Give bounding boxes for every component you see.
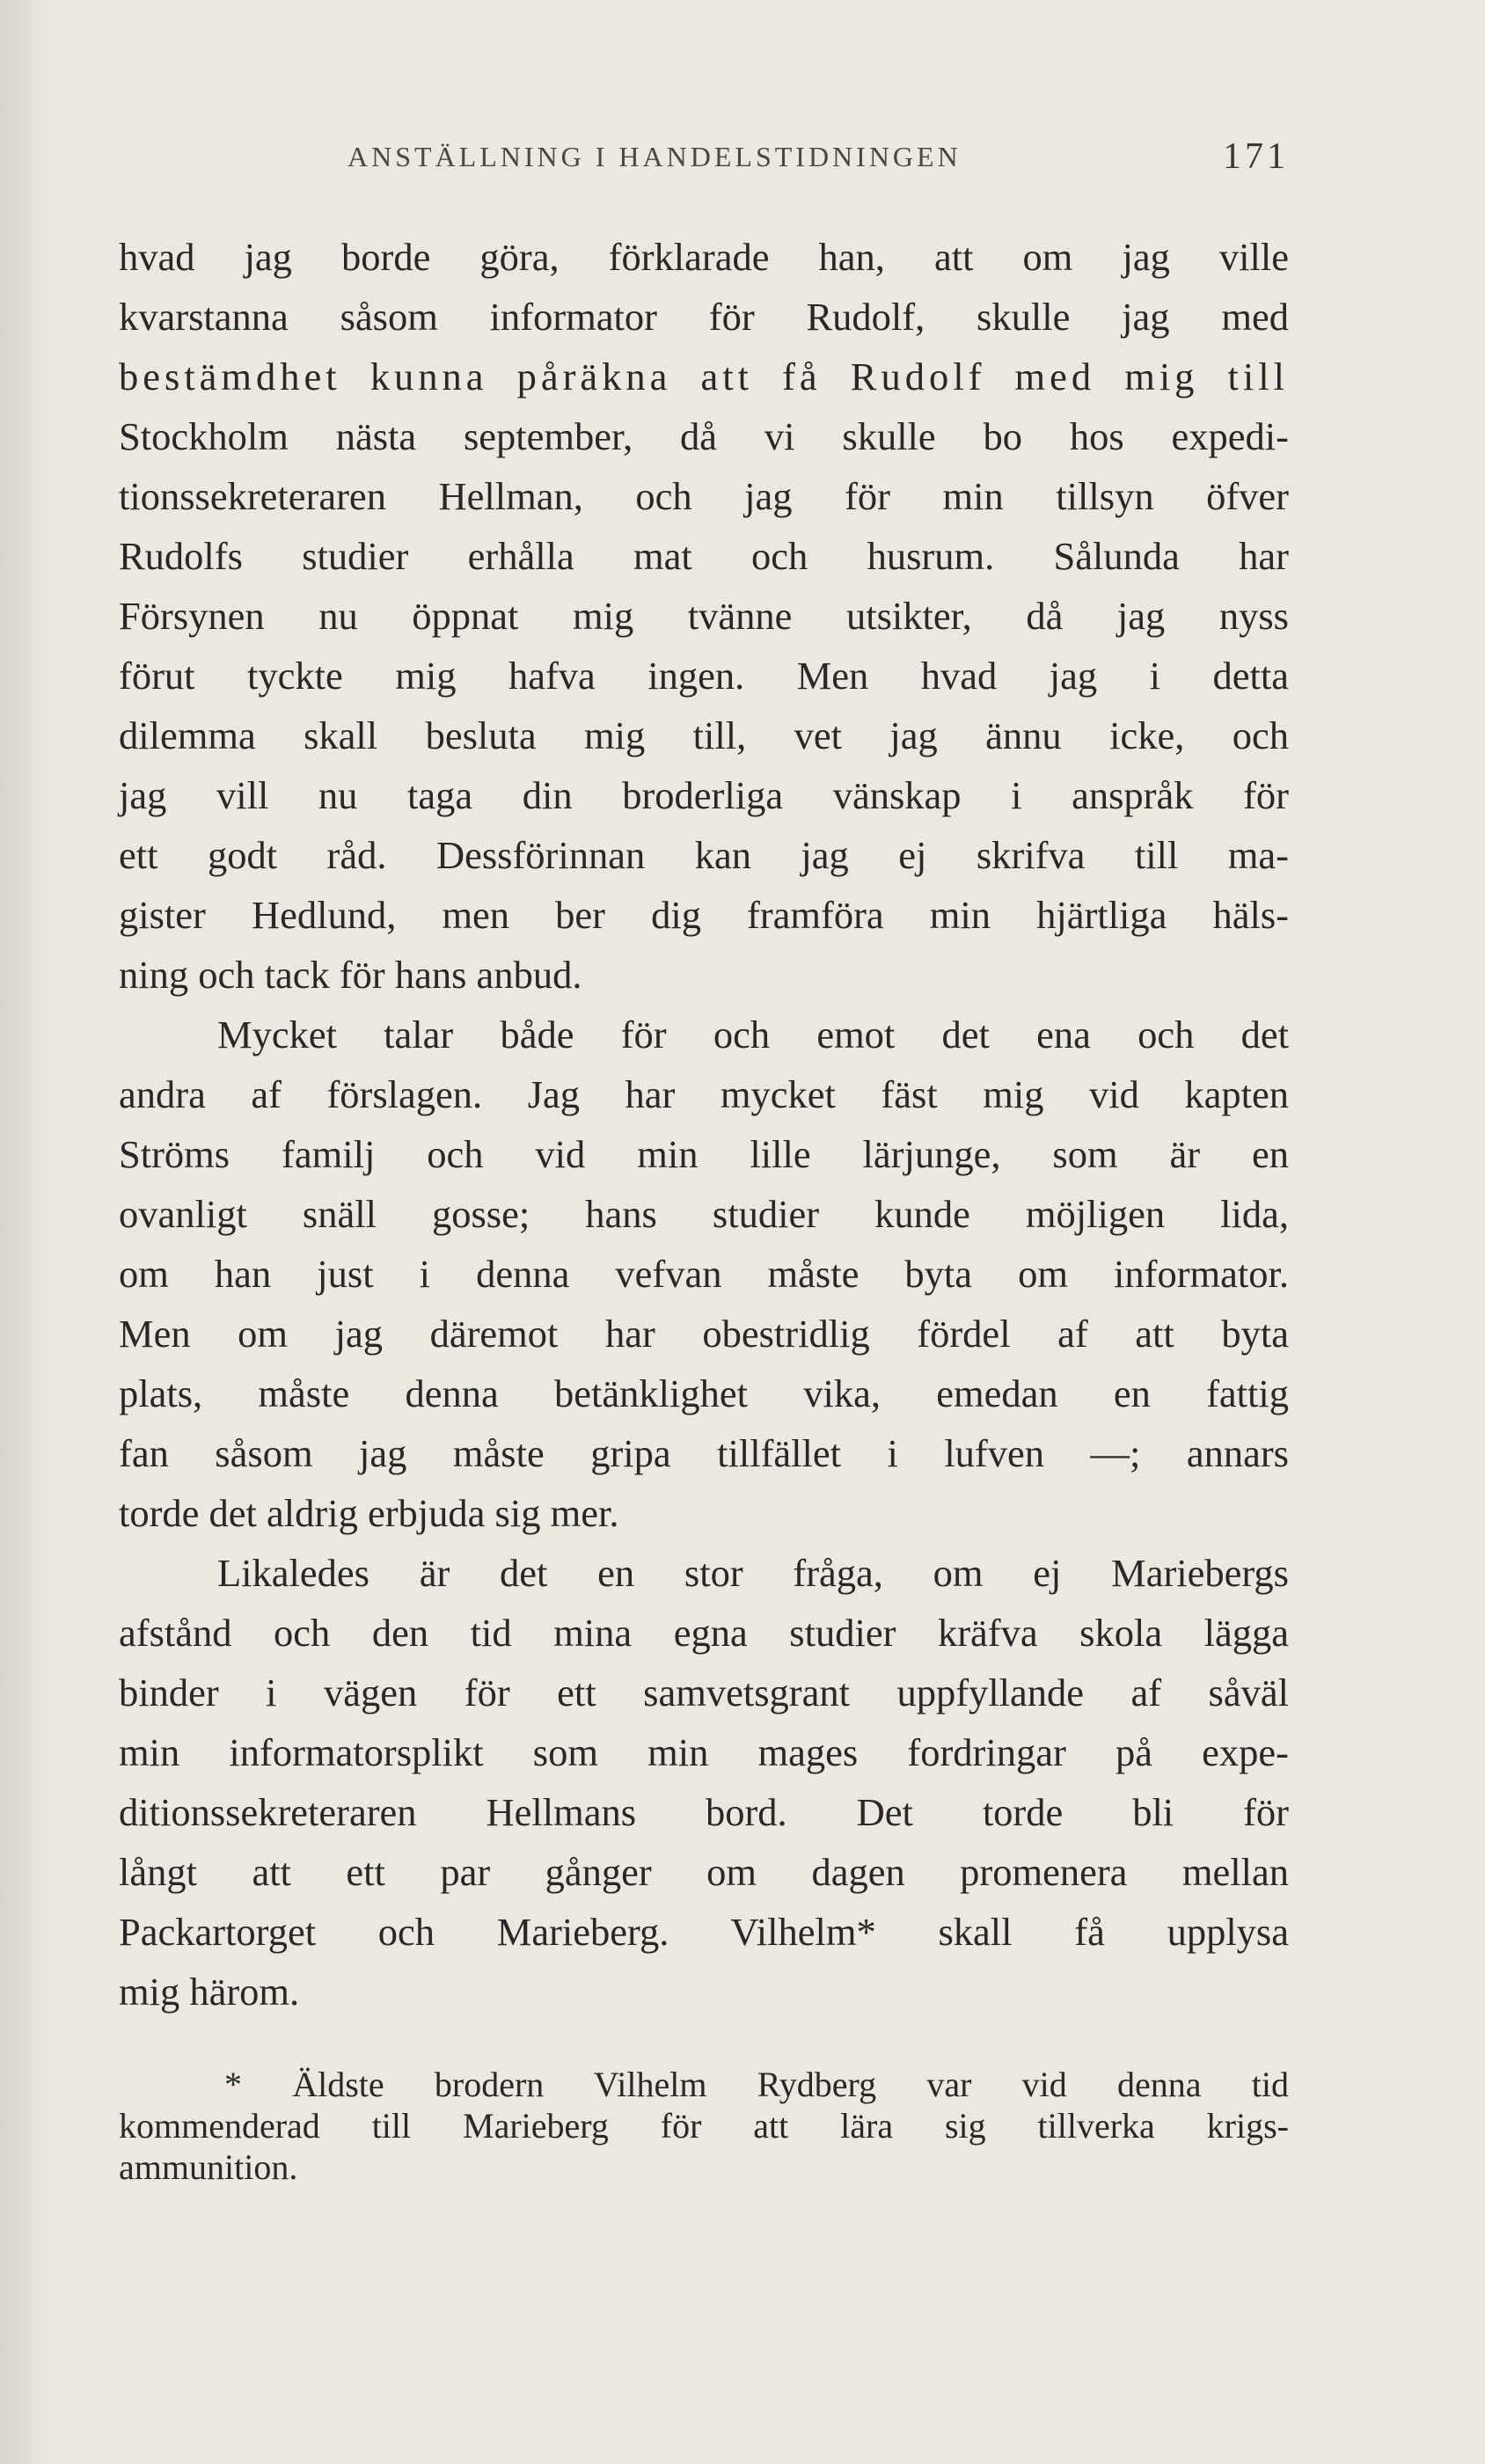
text-line: min informatorsplikt som min mages fordringar på expe- xyxy=(119,1730,1289,1774)
page-number: 171 xyxy=(1223,136,1289,177)
text-line: ett godt råd. Dessförinnan kan jag ej skrifva till ma- xyxy=(119,833,1289,877)
text-line: Mycket talar både för och emot det ena och det xyxy=(217,1013,1289,1057)
text-line: Ströms familj och vid min lille lärjunge, som är en xyxy=(119,1132,1289,1176)
footnote-line: ammunition. xyxy=(119,2147,298,2187)
text-line: ning och tack för hans anbud. xyxy=(119,953,582,997)
running-head xyxy=(119,136,1289,185)
footnote-line: kommenderad till Marieberg för att lära sig tillverka krigs- xyxy=(119,2106,1289,2146)
text-line: gister Hedlund, men ber dig framföra min hjärtliga häls- xyxy=(119,893,1289,937)
page-edge-shadow xyxy=(0,0,53,2464)
text-line: Packartorget och Marieberg. Vilhelm* skall få upplysa xyxy=(119,1910,1289,1954)
text-line: ovanligt snäll gosse; hans studier kunde möjligen lida, xyxy=(119,1192,1289,1236)
text-line: Likaledes är det en stor fråga, om ej Mariebergs xyxy=(217,1551,1289,1595)
footnote-line: * Äldste brodern Vilhelm Rydberg var vid denna tid xyxy=(224,2065,1289,2104)
text-line: bestämdhet kunna påräkna att få Rudolf med mig till xyxy=(119,355,1289,398)
text-line: plats, måste denna betänklighet vika, emedan en fattig xyxy=(119,1371,1289,1415)
text-line: förut tyckte mig hafva ingen. Men hvad jag i detta xyxy=(119,654,1289,698)
text-line: Rudolfs studier erhålla mat och husrum. Sålunda har xyxy=(119,534,1289,578)
text-line: Stockholm nästa september, då vi skulle bo hos expedi- xyxy=(119,414,1289,458)
text-line: jag vill nu taga din broderliga vänskap i anspråk för xyxy=(119,773,1289,817)
text-line: fan såsom jag måste gripa tillfället i lufven —; annars xyxy=(119,1431,1289,1475)
text-line: afstånd och den tid mina egna studier kräfva skola lägga xyxy=(119,1611,1289,1655)
text-line: mig härom. xyxy=(119,1970,300,2014)
text-line: andra af förslagen. Jag har mycket fäst mig vid kapten xyxy=(119,1072,1289,1116)
text-line: dilemma skall besluta mig till, vet jag ännu icke, och xyxy=(119,713,1289,757)
text-line: tionssekreteraren Hellman, och jag för min tillsyn öfver xyxy=(119,474,1289,518)
body-text xyxy=(119,227,1289,2022)
text-line: binder i vägen för ett samvetsgrant uppfyllande af såväl xyxy=(119,1671,1289,1715)
text-line: om han just i denna vefvan måste byta om informator. xyxy=(119,1252,1289,1296)
text-line: torde det aldrig erbjuda sig mer. xyxy=(119,1491,619,1535)
running-title: ANSTÄLLNING I HANDELSTIDNINGEN xyxy=(347,141,962,172)
text-line: hvad jag borde göra, förklarade han, att om jag ville xyxy=(119,235,1289,279)
footnote xyxy=(119,2064,1289,2188)
text-line: kvarstanna såsom informator för Rudolf, skulle jag med xyxy=(119,295,1289,339)
text-line: Försynen nu öppnat mig tvänne utsikter, då jag nyss xyxy=(119,594,1289,638)
text-line: långt att ett par gånger om dagen promenera mellan xyxy=(119,1850,1289,1894)
text-line: ditionssekreteraren Hellmans bord. Det torde bli för xyxy=(119,1790,1289,1834)
text-line: Men om jag däremot har obestridlig fördel af att byta xyxy=(119,1312,1289,1356)
